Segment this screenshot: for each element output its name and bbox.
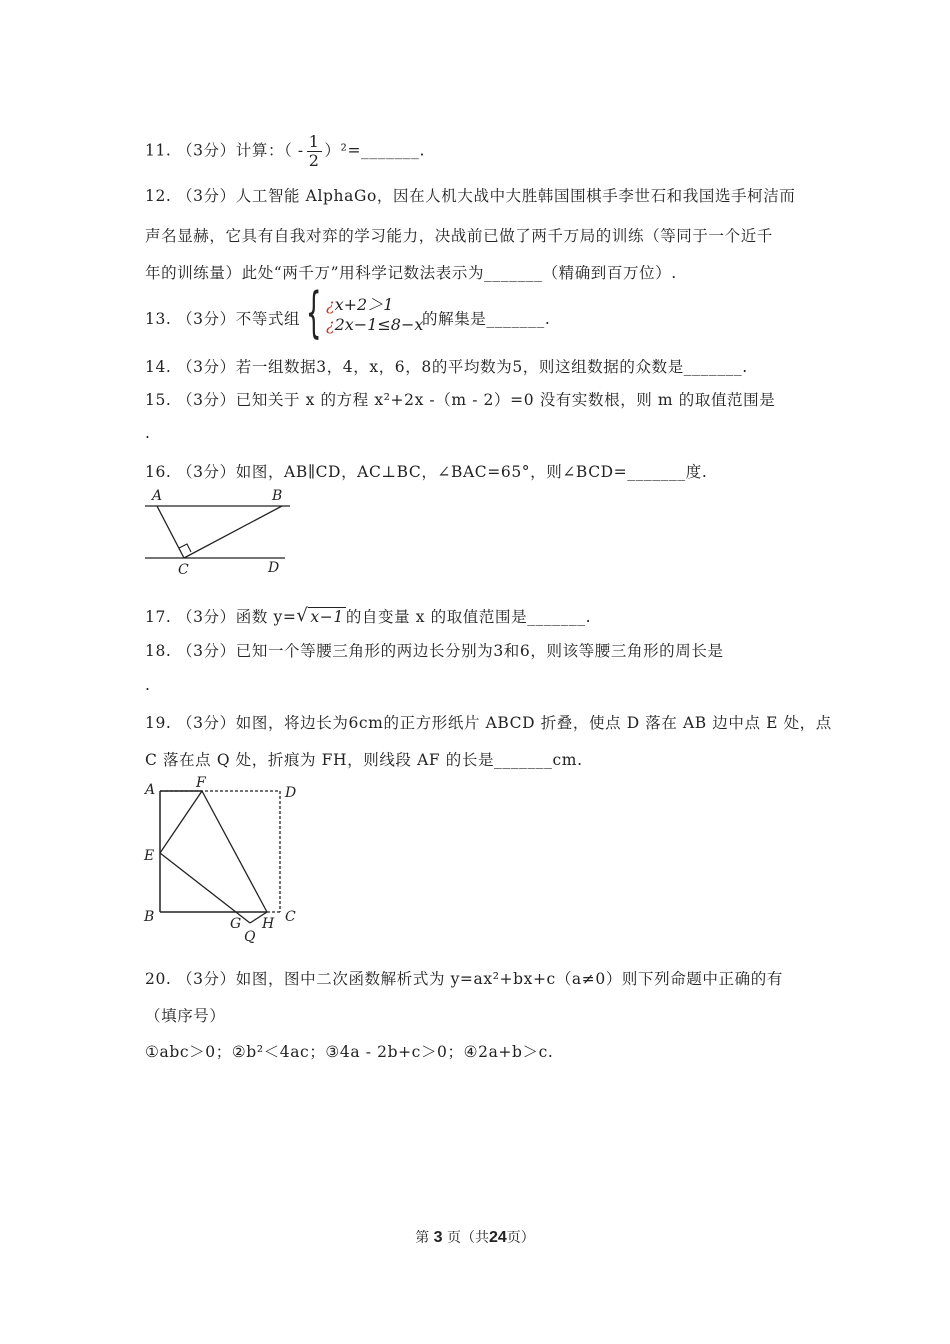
q13-suffix: 的解集是_______. xyxy=(422,310,551,328)
q11 xyxy=(145,133,425,170)
q13-prefix: 13. （3分）不等式组 xyxy=(145,310,301,328)
q16-label-a: A xyxy=(152,488,163,504)
sqrt-icon: √ x−1 xyxy=(298,608,345,626)
page-number: 3 xyxy=(433,1229,443,1246)
q20-line3: ①abc＞0；②b²＜4ac；③4a - 2b+c＞0；④2a+b＞c. xyxy=(145,1043,554,1061)
q16-label-b: B xyxy=(272,488,283,504)
q19-label-d: D xyxy=(285,785,297,801)
q11-suffix: ）²=_______. xyxy=(324,141,426,160)
q11-prefix: 11. （3分）计算：（ - xyxy=(145,141,304,160)
q19-figure xyxy=(140,775,310,945)
q19-label-h: H xyxy=(262,916,275,932)
q19-line2: C 落在点 Q 处，折痕为 FH，则线段 AF 的长是_______cm. xyxy=(145,751,583,769)
q18-line2: . xyxy=(145,676,151,694)
q12-line2: 声名显赫，它具有自我对弈的学习能力，决战前已做了两千万局的训练（等同于一个近千 xyxy=(145,227,773,245)
q19-line1: 19. （3分）如图，将边长为6cm的正方形纸片 ABCD 折叠，使点 D 落在 AB 边中点 E 处，点 xyxy=(145,714,832,732)
q17: 17. （3分）函数 y=√ x−1 的自变量 x 的取值范围是_______. xyxy=(145,605,591,627)
q19-label-b: B xyxy=(144,909,155,925)
q19-label-g: G xyxy=(230,916,242,932)
q18-line1: 18. （3分）已知一个等腰三角形的两边长分别为3和6，则该等腰三角形的周长是 xyxy=(145,642,724,660)
q12-line3: 年的训练量）此处“两千万”用科学记数法表示为_______（精确到百万位）. xyxy=(145,264,677,282)
page-footer: 第 3 页（共24页） xyxy=(415,1229,535,1246)
page-total: 24 xyxy=(489,1229,507,1246)
q16: 16. （3分）如图，AB∥CD，AC⊥BC，∠BAC=65°，则∠BCD=_______度. xyxy=(145,463,708,481)
q12-line1: 12. （3分）人工智能 AlphaGo，因在人机大战中大胜韩国围棋手李世石和我国选手柯洁而 xyxy=(145,187,796,205)
q16-label-c: C xyxy=(178,562,189,578)
q19-label-e: E xyxy=(144,848,155,864)
q20-line1: 20. （3分）如图，图中二次函数解析式为 y=ax²+bx+c（a≠0）则下列命题中正确的有 xyxy=(145,970,783,988)
q20-line2: （填序号） xyxy=(145,1007,226,1025)
q14: 14. （3分）若一组数据3，4，x，6，8的平均数为5，则这组数据的众数是_______. xyxy=(145,358,748,376)
q19-label-f: F xyxy=(196,775,206,791)
q19-label-q: Q xyxy=(244,929,256,945)
q19-label-c: C xyxy=(285,909,296,925)
q11-fraction: $\frac{1}{2}$ xyxy=(308,132,320,170)
q16-label-d: D xyxy=(268,560,280,576)
brace-icon: { xyxy=(306,281,322,344)
q15-line1: 15. （3分）已知关于 x 的方程 x²+2x -（m - 2）=0 没有实数根，则 m 的取值范围是 xyxy=(145,391,776,409)
q19-label-a: A xyxy=(145,782,156,798)
q15-line2: . xyxy=(145,424,151,442)
q16-figure xyxy=(140,486,300,578)
